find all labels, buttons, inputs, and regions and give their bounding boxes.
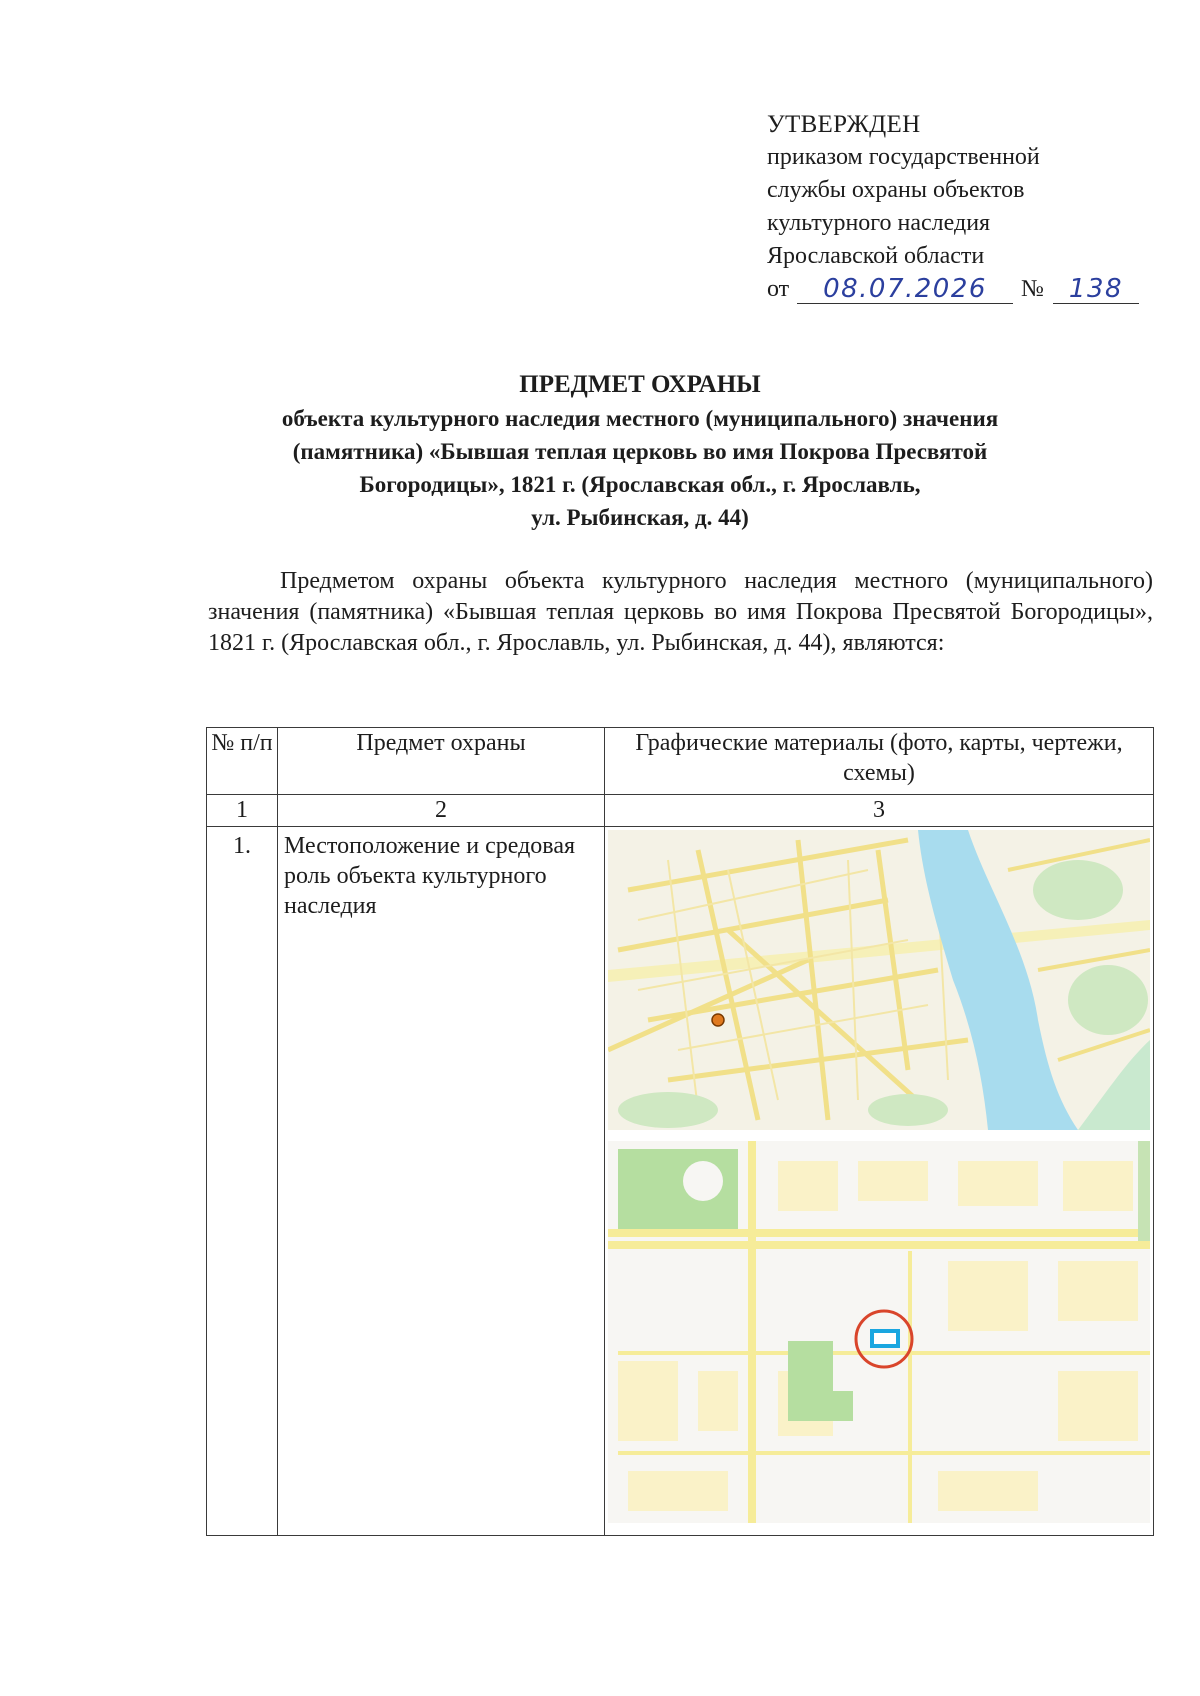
column-number: 1	[207, 795, 278, 827]
column-number-row	[207, 795, 1154, 827]
header-number: № п/п	[207, 728, 278, 795]
row-subject: Местоположение и средовая роль объекта культурного наследия	[278, 827, 605, 1536]
object-outline	[872, 1331, 898, 1346]
approval-line: службы охраны объектов	[767, 177, 1025, 203]
table-row	[207, 827, 1154, 1536]
header-graphics: Графические материалы (фото, карты, чертежи, схемы)	[605, 728, 1154, 795]
column-number: 2	[278, 795, 605, 827]
approval-line: культурного наследия	[767, 210, 991, 236]
table-header-row	[207, 728, 1154, 795]
approval-line: приказом государственной	[767, 144, 1040, 170]
number-label: №	[1021, 276, 1044, 302]
row-number: 1.	[207, 827, 278, 1536]
date-prefix: от	[767, 276, 790, 302]
document-heading	[200, 368, 1080, 534]
detail-map	[608, 1141, 1150, 1523]
overview-map-drawing	[608, 830, 1150, 1130]
object-marker	[712, 1014, 724, 1026]
handwritten-date: 08.07.2026	[797, 273, 1013, 304]
approval-line: Ярославской области	[767, 243, 985, 269]
approval-date-row	[767, 273, 1124, 307]
header-subject: Предмет охраны	[278, 728, 605, 795]
column-number: 3	[605, 795, 1154, 827]
intro-paragraph: Предметом охраны объекта культурного наследия местного (муниципального) значения (памятника) «Бывшая теплая церковь во имя Покрова Пресвятой Богородицы», 1821 г. (Ярославская обл., г. Ярославль, ул. Рыбинская, д. 44), являются:	[208, 568, 1153, 656]
approval-stamp	[767, 108, 1124, 307]
protection-table	[206, 727, 1154, 1536]
document-title: ПРЕДМЕТ ОХРАНЫ	[519, 371, 761, 398]
row-graphics	[605, 827, 1154, 1536]
handwritten-number: 138	[1053, 273, 1139, 304]
approval-title: УТВЕРЖДЕН	[767, 111, 921, 138]
detail-map-drawing	[608, 1141, 1150, 1523]
document-subtitle: объекта культурного наследия местного (муниципального) значения (памятника) «Бывшая теплая церковь во имя Покрова Пресвятой Богородицы», 1821 г. (Ярославская обл., г. Ярославль, ул. Рыбинская, д. 44)	[281, 406, 999, 530]
overview-map	[608, 830, 1150, 1130]
